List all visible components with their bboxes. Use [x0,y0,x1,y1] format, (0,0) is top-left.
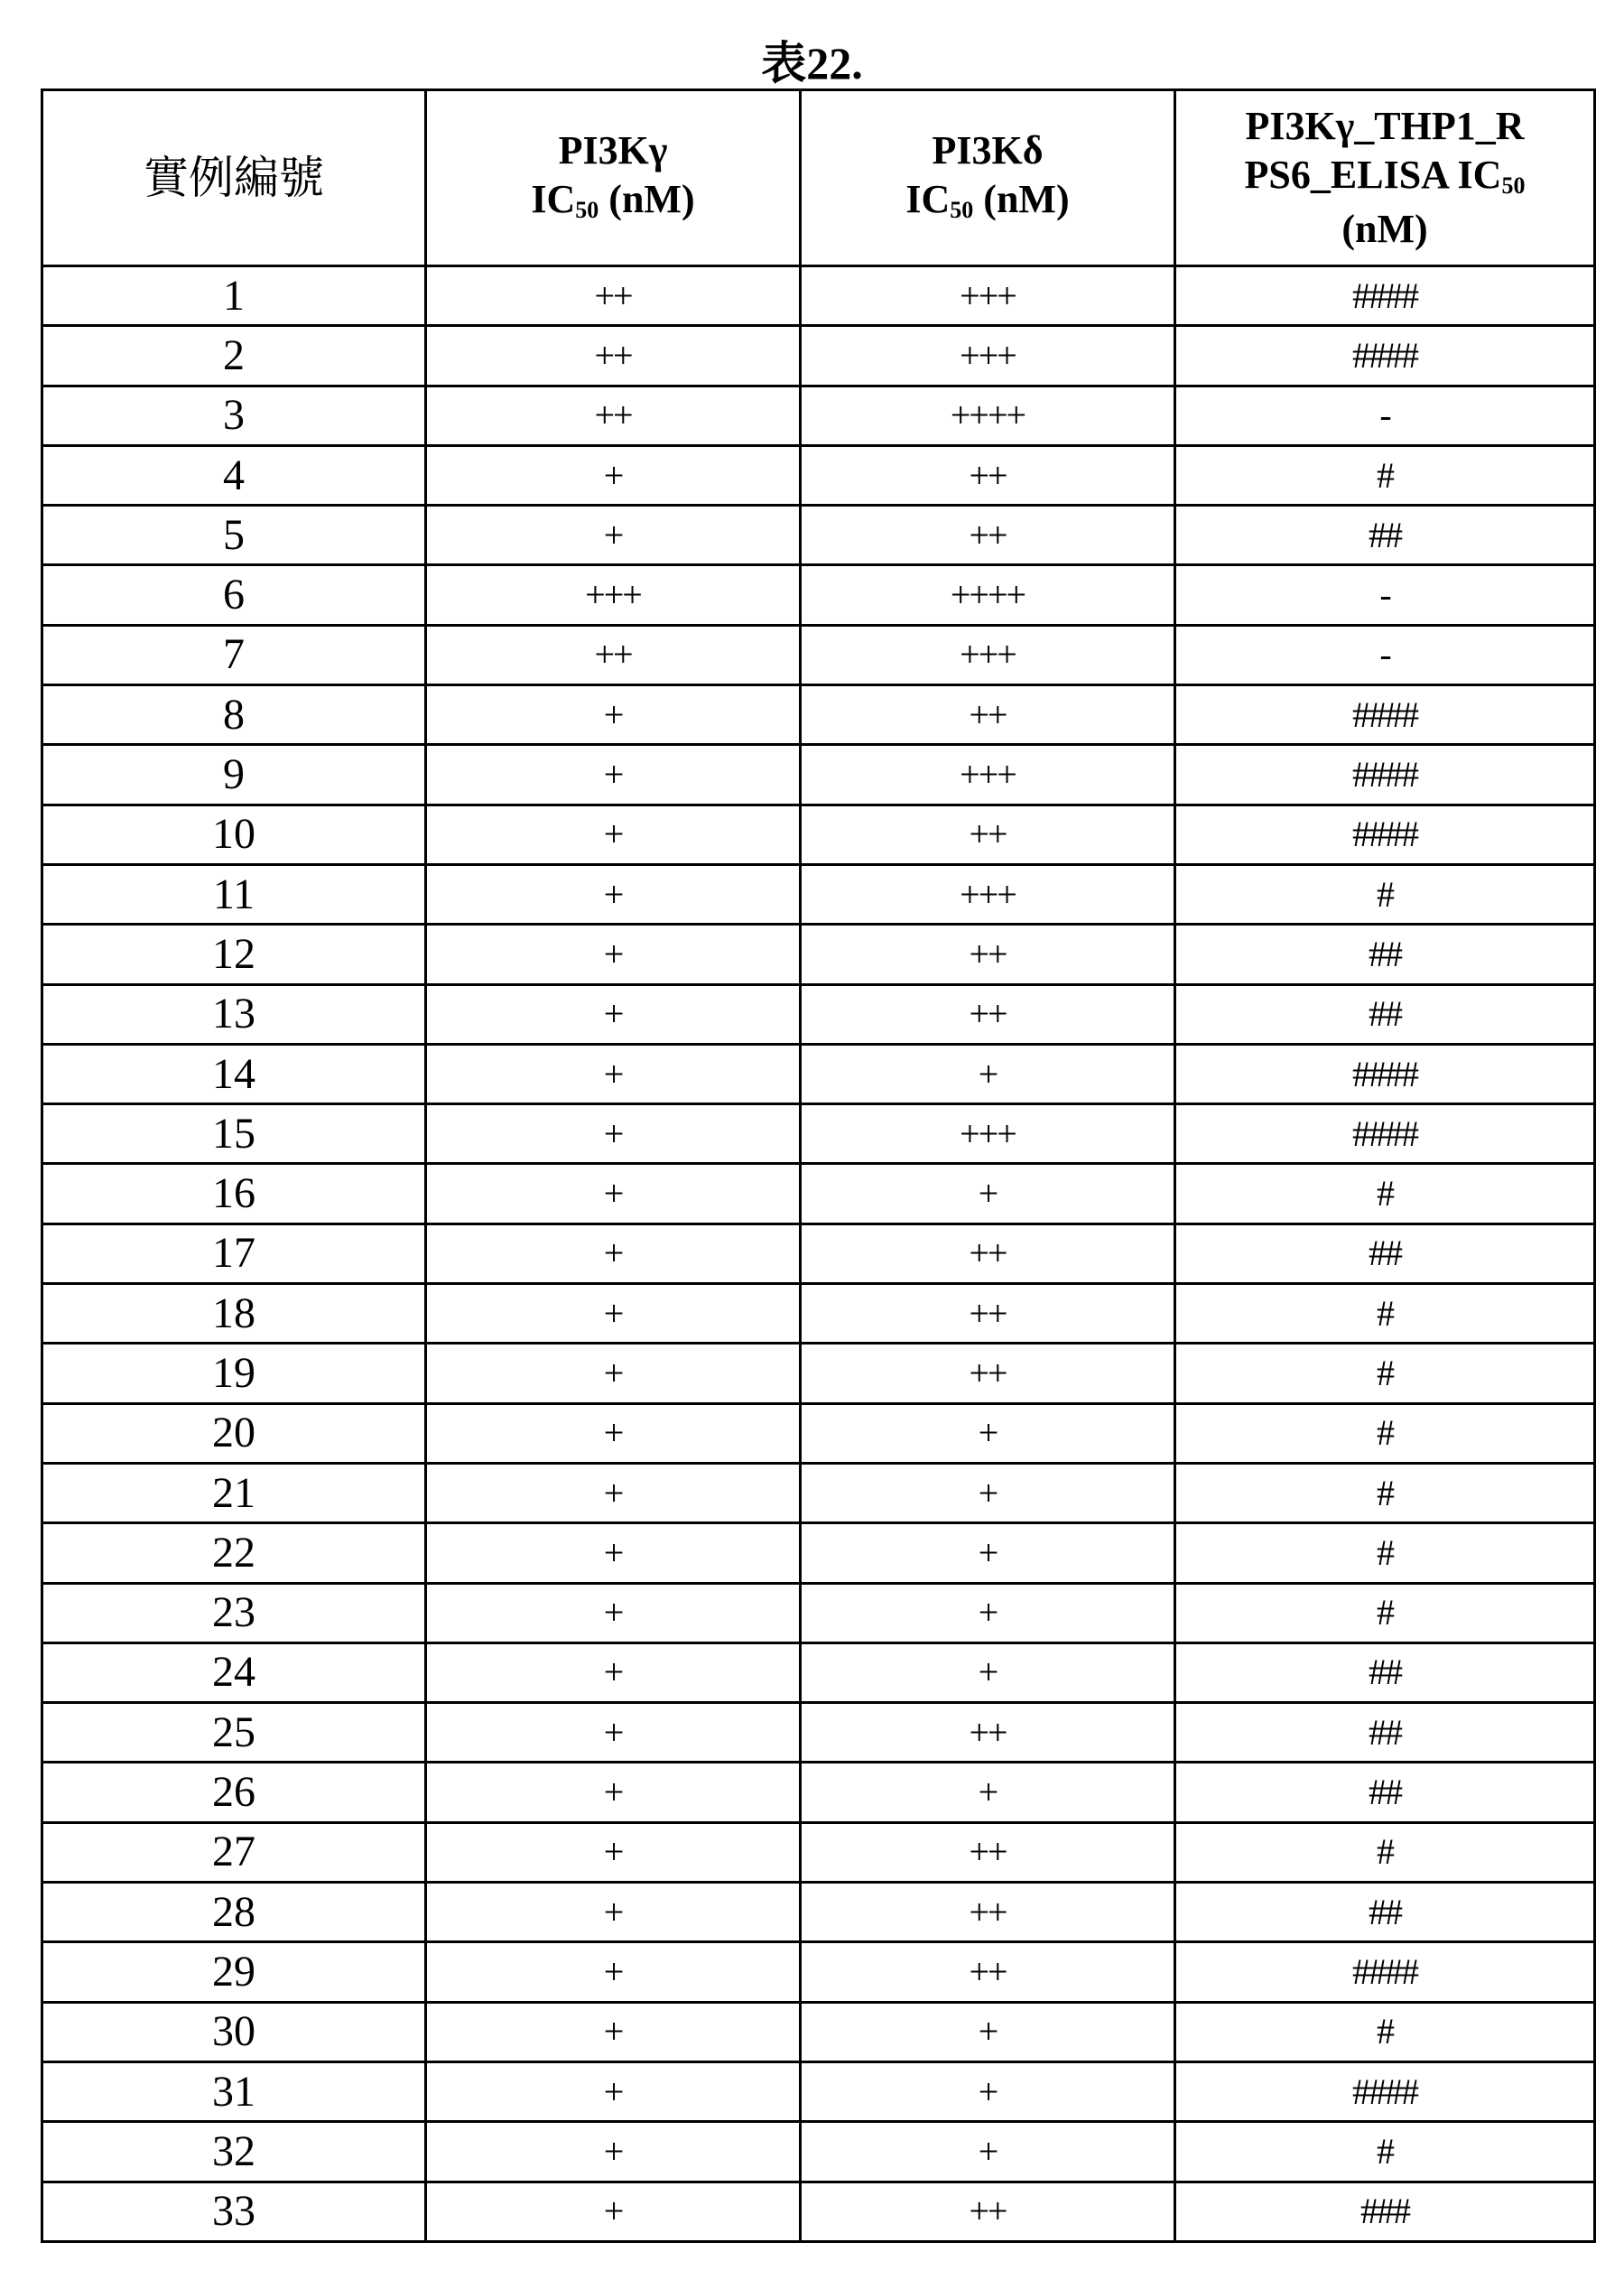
cell-example-number: 31 [42,2061,426,2121]
cell-example-number: 26 [42,1763,426,1822]
cell-pi3k-gamma: + [426,1763,801,1822]
cell-pi3k-delta: +++ [801,745,1175,805]
table-row [42,1403,1595,1463]
cell-pi3k-delta: + [801,1583,1175,1642]
cell-thp1-elisa: # [1175,1583,1595,1642]
cell-pi3k-delta: + [801,1642,1175,1702]
cell-thp1-elisa: #### [1175,1942,1595,2002]
cell-example-number: 28 [42,1883,426,1942]
table-row [42,1463,1595,1522]
cell-pi3k-delta: + [801,1164,1175,1224]
cell-example-number: 11 [42,864,426,924]
table-row [42,1104,1595,1164]
cell-thp1-elisa: #### [1175,1044,1595,1103]
cell-pi3k-delta: +++ [801,266,1175,326]
table-row [42,1523,1595,1583]
cell-pi3k-gamma: +++ [426,565,801,625]
cell-thp1-elisa: #### [1175,805,1595,864]
cell-pi3k-gamma: + [426,2182,801,2241]
cell-pi3k-delta: +++ [801,1104,1175,1164]
cell-thp1-elisa: #### [1175,1104,1595,1164]
cell-example-number: 8 [42,685,426,745]
cell-pi3k-gamma: ++ [426,386,801,445]
table-row [42,386,1595,445]
cell-pi3k-delta: + [801,1463,1175,1522]
table-row [42,625,1595,684]
cell-pi3k-gamma: + [426,864,801,924]
cell-thp1-elisa: # [1175,864,1595,924]
cell-example-number: 7 [42,625,426,684]
cell-example-number: 1 [42,266,426,326]
header-pi3k-delta: PI3Kδ $IC_{50}$ (nM) [801,90,1175,266]
cell-pi3k-gamma: + [426,1523,801,1583]
cell-thp1-elisa: # [1175,1284,1595,1344]
cell-pi3k-delta: + [801,2002,1175,2061]
cell-thp1-elisa: # [1175,1822,1595,1882]
cell-pi3k-delta: ++ [801,1224,1175,1283]
cell-thp1-elisa: # [1175,1523,1595,1583]
table-row [42,2002,1595,2061]
cell-pi3k-delta: ++ [801,925,1175,984]
cell-pi3k-gamma: + [426,1583,801,1642]
table-row [42,445,1595,505]
cell-thp1-elisa: ## [1175,1883,1595,1942]
cell-thp1-elisa: ## [1175,1703,1595,1763]
header-thp1-elisa: PI3Kγ_THP1_R PS6_ELISA $IC_{50}$ (nM) [1175,90,1595,266]
cell-thp1-elisa: ## [1175,506,1595,565]
cell-pi3k-delta: + [801,2061,1175,2121]
cell-thp1-elisa: # [1175,1463,1595,1522]
cell-example-number: 20 [42,1403,426,1463]
cell-thp1-elisa: # [1175,2002,1595,2061]
table-row [42,984,1595,1044]
cell-pi3k-gamma: + [426,1284,801,1344]
table-row [42,2122,1595,2182]
cell-example-number: 15 [42,1104,426,1164]
cell-pi3k-gamma: + [426,1104,801,1164]
table-row [42,1703,1595,1763]
cell-pi3k-delta: +++ [801,326,1175,386]
cell-example-number: 9 [42,745,426,805]
cell-example-number: 29 [42,1942,426,2002]
cell-pi3k-gamma: + [426,984,801,1044]
cell-pi3k-gamma: ++ [426,326,801,386]
table-row [42,2061,1595,2121]
table-row [42,326,1595,386]
table-row [42,1583,1595,1642]
cell-example-number: 18 [42,1284,426,1344]
table-row [42,805,1595,864]
cell-pi3k-delta: ++ [801,1883,1175,1942]
cell-pi3k-gamma: + [426,1463,801,1522]
cell-example-number: 10 [42,805,426,864]
cell-pi3k-gamma: + [426,1822,801,1882]
cell-pi3k-gamma: + [426,1703,801,1763]
cell-example-number: 24 [42,1642,426,1702]
cell-example-number: 21 [42,1463,426,1522]
cell-pi3k-gamma: + [426,1403,801,1463]
cell-pi3k-delta: ++ [801,2182,1175,2241]
cell-pi3k-gamma: + [426,685,801,745]
cell-pi3k-gamma: + [426,1164,801,1224]
cell-pi3k-gamma: + [426,1344,801,1403]
cell-pi3k-gamma: + [426,1883,801,1942]
cell-pi3k-gamma: + [426,745,801,805]
table-row [42,685,1595,745]
cell-thp1-elisa: #### [1175,326,1595,386]
cell-pi3k-delta: + [801,1763,1175,1822]
cell-pi3k-delta: ++ [801,1822,1175,1882]
cell-pi3k-delta: ++ [801,984,1175,1044]
table-row [42,1344,1595,1403]
cell-example-number: 25 [42,1703,426,1763]
cell-pi3k-gamma: + [426,2122,801,2182]
cell-pi3k-delta: ++++ [801,386,1175,445]
cell-thp1-elisa: - [1175,386,1595,445]
cell-example-number: 14 [42,1044,426,1103]
cell-pi3k-delta: + [801,1523,1175,1583]
cell-pi3k-delta: +++ [801,864,1175,924]
table-row [42,266,1595,326]
cell-pi3k-delta: ++ [801,1344,1175,1403]
data-table [41,88,1596,2243]
cell-pi3k-delta: ++ [801,1942,1175,2002]
cell-thp1-elisa: # [1175,1164,1595,1224]
cell-example-number: 12 [42,925,426,984]
cell-thp1-elisa: ## [1175,1642,1595,1702]
cell-thp1-elisa: #### [1175,266,1595,326]
cell-thp1-elisa: ## [1175,984,1595,1044]
table-row [42,1164,1595,1224]
cell-pi3k-gamma: ++ [426,266,801,326]
cell-pi3k-gamma: + [426,1044,801,1103]
cell-example-number: 22 [42,1523,426,1583]
cell-example-number: 30 [42,2002,426,2061]
cell-example-number: 2 [42,326,426,386]
cell-pi3k-delta: ++ [801,1703,1175,1763]
cell-example-number: 16 [42,1164,426,1224]
table-row [42,506,1595,565]
cell-example-number: 23 [42,1583,426,1642]
cell-pi3k-delta: +++ [801,625,1175,684]
cell-pi3k-delta: + [801,2122,1175,2182]
table-row [42,1642,1595,1702]
cell-pi3k-gamma: + [426,2061,801,2121]
cell-example-number: 5 [42,506,426,565]
cell-pi3k-delta: + [801,1044,1175,1103]
table-row [42,1044,1595,1103]
cell-thp1-elisa: # [1175,2122,1595,2182]
table-row [42,565,1595,625]
cell-pi3k-delta: ++++ [801,565,1175,625]
cell-pi3k-gamma: + [426,506,801,565]
cell-thp1-elisa: ## [1175,1763,1595,1822]
cell-example-number: 27 [42,1822,426,1882]
cell-example-number: 13 [42,984,426,1044]
table-row [42,1224,1595,1283]
header-pi3k-gamma: PI3Kγ $IC_{50}$ (nM) [426,90,801,266]
cell-example-number: 17 [42,1224,426,1283]
cell-thp1-elisa: ## [1175,925,1595,984]
cell-pi3k-gamma: + [426,805,801,864]
table-row [42,1883,1595,1942]
cell-thp1-elisa: #### [1175,745,1595,805]
cell-pi3k-gamma: + [426,1224,801,1283]
cell-pi3k-gamma: + [426,1642,801,1702]
cell-thp1-elisa: ## [1175,1224,1595,1283]
cell-pi3k-gamma: + [426,445,801,505]
cell-thp1-elisa: #### [1175,2061,1595,2121]
cell-pi3k-delta: ++ [801,506,1175,565]
cell-pi3k-delta: ++ [801,1284,1175,1344]
table-row [42,864,1595,924]
table-row [42,1822,1595,1882]
cell-thp1-elisa: - [1175,625,1595,684]
table-row [42,1942,1595,2002]
cell-pi3k-delta: ++ [801,805,1175,864]
header-row [42,90,1595,266]
cell-thp1-elisa: #### [1175,685,1595,745]
cell-pi3k-gamma: + [426,925,801,984]
header-example-number: 實例編號 [42,90,426,266]
cell-pi3k-gamma: + [426,1942,801,2002]
cell-pi3k-gamma: ++ [426,625,801,684]
table-row [42,1284,1595,1344]
cell-thp1-elisa: # [1175,1344,1595,1403]
cell-thp1-elisa: ### [1175,2182,1595,2241]
table-row [42,925,1595,984]
cell-thp1-elisa: # [1175,445,1595,505]
cell-thp1-elisa: # [1175,1403,1595,1463]
table-row [42,2182,1595,2241]
cell-example-number: 32 [42,2122,426,2182]
table-row [42,745,1595,805]
cell-example-number: 6 [42,565,426,625]
cell-example-number: 4 [42,445,426,505]
cell-pi3k-delta: ++ [801,685,1175,745]
table-row [42,1763,1595,1822]
cell-pi3k-delta: ++ [801,445,1175,505]
cell-example-number: 3 [42,386,426,445]
cell-example-number: 19 [42,1344,426,1403]
cell-thp1-elisa: - [1175,565,1595,625]
cell-pi3k-gamma: + [426,2002,801,2061]
cell-pi3k-delta: + [801,1403,1175,1463]
table-title: 表22. [761,38,863,88]
cell-example-number: 33 [42,2182,426,2241]
